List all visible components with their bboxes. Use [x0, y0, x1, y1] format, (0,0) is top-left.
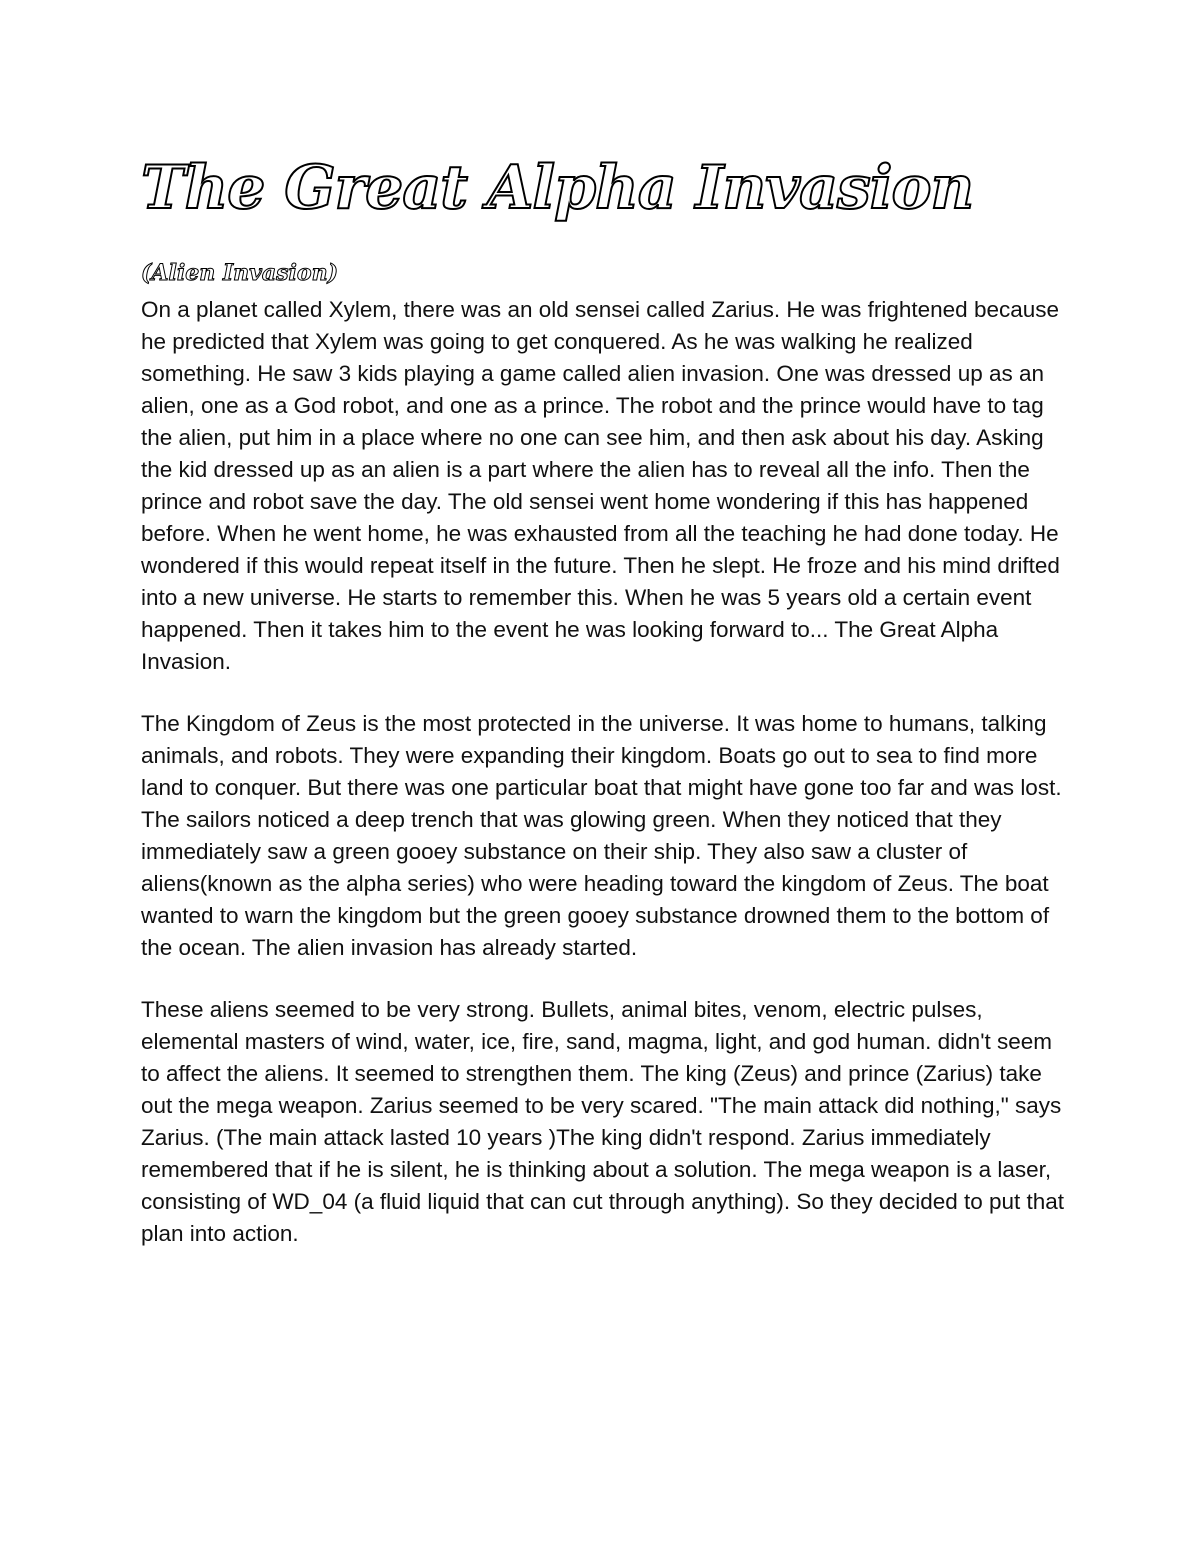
paragraph-2: The Kingdom of Zeus is the most protected in the universe. It was home to humans, talking animals, and robots. They were expanding their kingdom. Boats go out to sea to find more land to conquer. But there was one particular boat that might have gone too far and was lost. The sailors noticed a deep trench that was glowing green. When they noticed that they immediately saw a green gooey substance on their ship. They also saw a cluster of aliens(known as the alpha series) who were heading toward the kingdom of Zeus. The boat wanted to warn the kingdom but the green gooey substance drowned them to the bottom of the ocean. The alien invasion has already started.: [141, 711, 1062, 960]
paragraph-3: These aliens seemed to be very strong. Bullets, animal bites, venom, electric pulses, elemental masters of wind, water, ice, fire, sand, magma, light, and god human. didn't seem to affect the aliens. It seemed to strengthen them. The king (Zeus) and prince (Zarius) take out the mega weapon. Zarius seemed to be very scared. "The main attack did nothing," says Zarius. (The main attack lasted 10 years )The king didn't respond. Zarius immediately remembered that if he is silent, he is thinking about a solution. The mega weapon is a laser, consisting of WD_04 (a fluid liquid that can cut through anything). So they decided to put that plan into action.: [141, 997, 1065, 1246]
paragraph-1: On a planet called Xylem, there was an old sensei called Zarius. He was frightened because he predicted that Xylem was going to get conquered. As he was walking he realized something. He saw 3 kids playing a game called alien invasion. One was dressed up as an alien, one as a God robot, and one as a prince. The robot and the prince would have to tag the alien, put him in a place where no one can see him, and then ask about his day. Asking the kid dressed up as an alien is a part where the alien has to reveal all the info. Then the prince and robot save the day. The old sensei went home wondering if this has happened before. When he went home, he was exhausted from all the teaching he had done today. He wondered if this would repeat itself in the future. Then he slept. He froze and his mind drifted into a new universe. He starts to remember this. When he was 5 years old a certain event happened. Then it takes him to the event he was looking forward to... The Great Alpha Invasion.: [141, 297, 1060, 674]
document-title: The Great Alpha Invasion: [141, 153, 974, 223]
document-subtitle: (Alien Invasion): [141, 260, 338, 286]
document-body: [141, 148, 1066, 1250]
